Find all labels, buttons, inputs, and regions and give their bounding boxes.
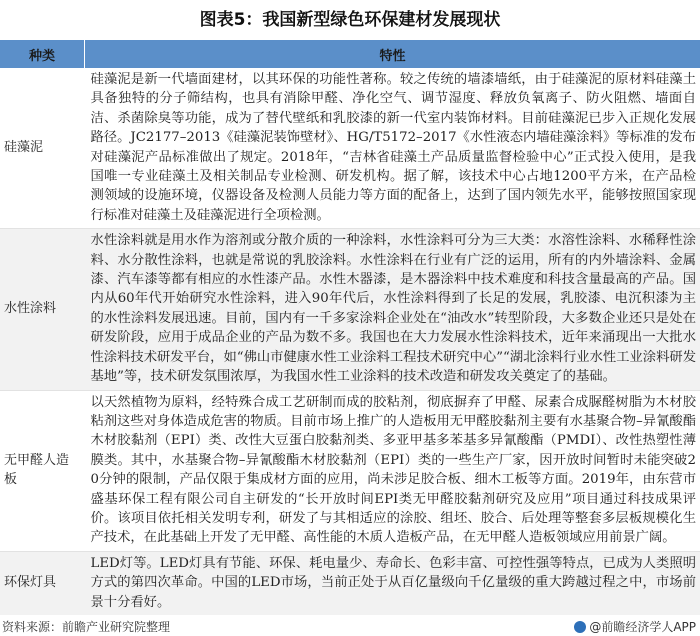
footer: [0, 619, 700, 636]
header-category: 种类: [0, 40, 85, 68]
table-header-row: [0, 40, 700, 68]
brand-label: @前瞻经济学人APP: [589, 619, 696, 636]
table-row: [0, 390, 700, 551]
status-table: [0, 40, 700, 615]
row-text: LED灯等。LED灯具有节能、环保、耗电量少、寿命长、色彩丰富、可控性强等特点，已成为人类照明方式的第四次革命。中国的LED市场，当前正处于从百亿量级向千亿量级的重大跨越过程之中，市场前景十分看好。: [85, 551, 700, 615]
row-category: 硅藻泥: [0, 68, 85, 229]
row-text: 以天然植物为原料，经特殊合成工艺研制而成的胶粘剂，彻底摒弃了甲醛、尿素合成脲醛树脂为木材胶粘剂这些对身体造成危害的物质。目前市场上推广的人造板用无甲醛胶黏剂主要有水基聚合物–异氰酸酯木材胶黏剂（EPI）类、改性大豆蛋白胶黏剂类、多亚甲基多苯基多异氰酸酯（PMDI）、改性热塑性薄膜类。其中，水基聚合物–异氰酸酯木材胶黏剂（EPI）类的一些生产厂家，因开放时间暂时未能突破20分钟的限制，产品仅限于集成材方面的应用，尚未涉足胶合板、细木工板等方面。2019年，由东营市盛基环保工程有限公司自主研发的“长开放时间EPI类无甲醛胶黏剂研究及应用”项目通过科技成果评价。该项目依托相关发明专利，研发了与其相适应的涂胶、组坯、胶合、后处理等整套多层板规模化生产技术，在此基础上开发了无甲醛、高性能的木质人造板产品，在无甲醛人造板领域应用前景广阔。: [85, 390, 700, 551]
row-category: 环保灯具: [0, 551, 85, 615]
table-row: [0, 551, 700, 615]
row-text: 水性涂料就是用水作为溶剂或分散介质的一种涂料，水性涂料可分为三大类：水溶性涂料、水稀释性涂料、水分散性涂料，也就是常说的乳胶涂料。水性涂料在行业有广泛的运用，所有的内外墙涂料、金属漆、汽车漆等都有相应的水性漆产品。水性木器漆，是木器涂料中技术难度和科技含量最高的产品。国内从60年代开始研究水性涂料，进入90年代后，水性涂料得到了长足的发展，乳胶漆、电沉积漆为主的水性涂料发展迅速。目前，国内有一千多家涂料企业处在“油改水”转型阶段，大多数企业还只是处在研发阶段，应用于成品企业的产品为数不多。我国也在大力发展水性涂料技术，近年来涌现出一大批水性涂料技术研发平台，如“佛山市健康水性工业涂料工程技术研究中心”“湖北涂料行业水性工业涂料研发基地”等，技术研发氛围浓厚，为我国水性工业涂料的技术改造和研发攻关奠定了的基础。: [85, 229, 700, 390]
brand: [574, 619, 700, 636]
qianzhan-logo-icon: [574, 621, 586, 633]
source-note: 资料来源：前瞻产业研究院整理: [0, 619, 170, 636]
page-title: 图表5：我国新型绿色环保建材发展现状: [0, 0, 700, 40]
row-category: 无甲醛人造板: [0, 390, 85, 551]
row-text: 硅藻泥是新一代墙面建材，以其环保的功能性著称。较之传统的墙漆墙纸，由于硅藻泥的原材料硅藻土具备独特的分子筛结构，也具有消除甲醛、净化空气、调节湿度、释放负氧离子、防火阻燃、墙面自洁、杀菌除臭等功能，成为了替代壁纸和乳胶漆的新一代室内装饰材料。目前硅藻泥已步入正规化发展路径。JC2177–2013《硅藻泥装饰壁材》、HG/T5172–2017《水性液态内墙硅藻涂料》等标准的发布对硅藻泥产品标准做出了规定。2018年，“吉林省硅藻土产品质量监督检验中心”正式投入使用，是我国唯一专业硅藻土及相关制品专业检测、研发机构。据了解，该技术中心占地1200平方米，在产品检测领域的设施环境，仪器设备及检测人员能力等方面的配备上，达到了国内领先水平，能够按照国家现行标准对硅藻土及硅藻泥进行全项检测。: [85, 68, 700, 229]
header-characteristics: 特性: [85, 40, 700, 68]
row-category: 水性涂料: [0, 229, 85, 390]
table-row: [0, 68, 700, 229]
table-row: [0, 229, 700, 390]
